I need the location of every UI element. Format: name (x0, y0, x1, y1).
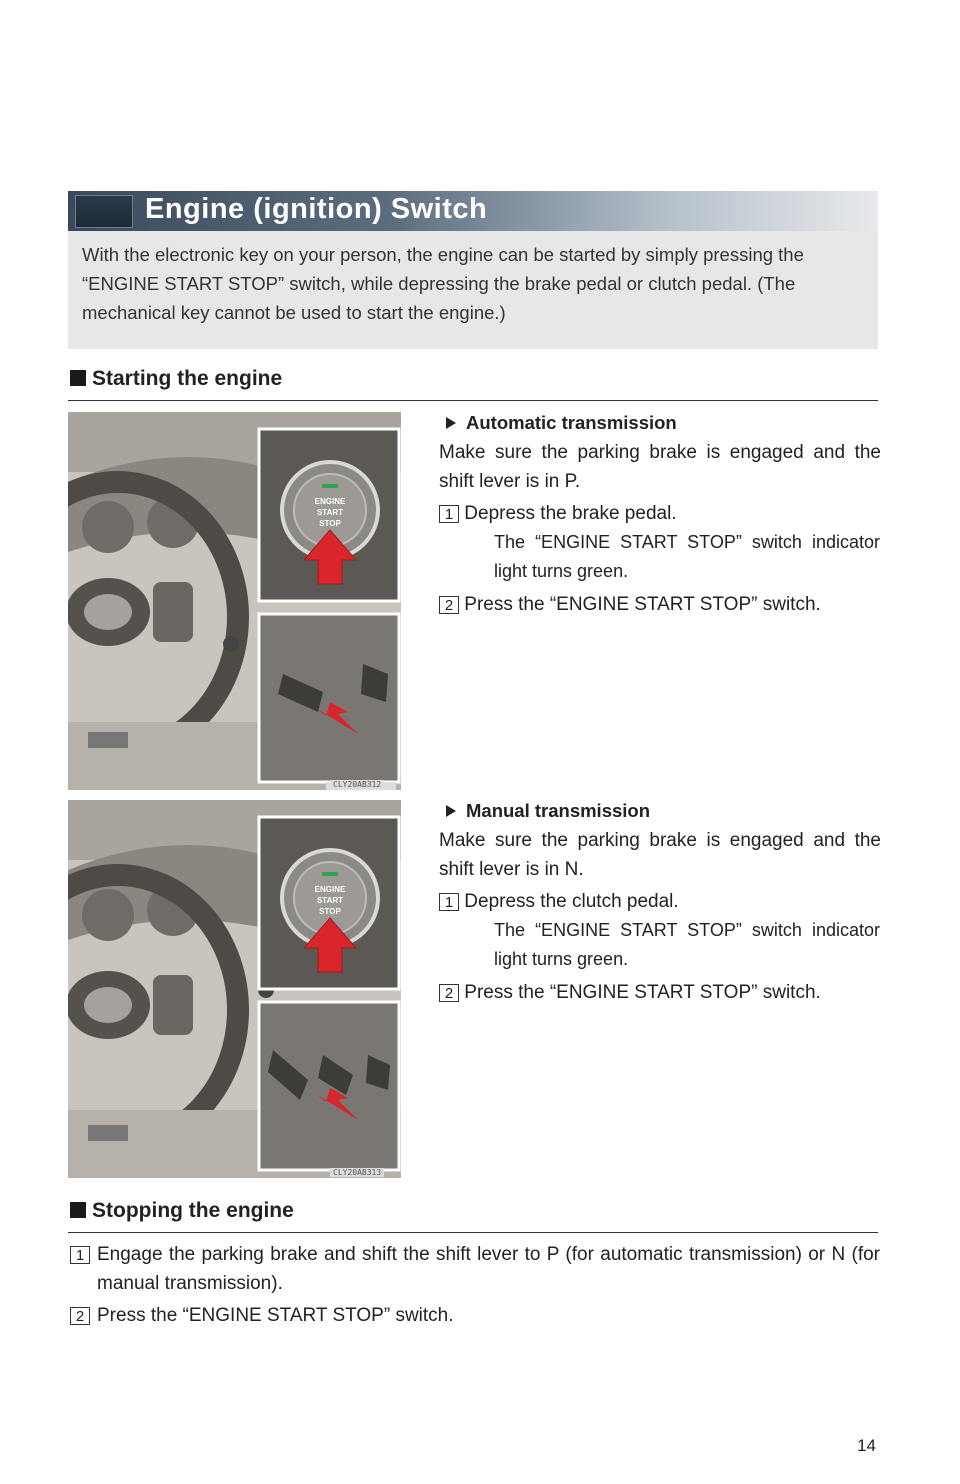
dashboard-steering-illustration (68, 800, 401, 1178)
step-number: 1 (439, 893, 459, 911)
section-rule (68, 1232, 878, 1233)
intro-text: With the electronic key on your person, the engine can be started by simply pressing the “ENGINE START STOP” switch, while depressing the brake pedal or clutch pedal. (The mechanical key cannot be used to start the engine.) (82, 244, 804, 323)
subheading-manual: Manual transmission (440, 800, 650, 822)
manual-intro: Make sure the parking brake is engaged and the shift lever is in N. (439, 830, 881, 880)
section-heading-stopping: Stopping the engine (70, 1199, 294, 1223)
stopping-step-2: Press the “ENGINE START STOP” switch. (97, 1305, 454, 1326)
manual-step-1: 1 Depress the clutch pedal. (439, 887, 679, 916)
automatic-step-2: 2 Press the “ENGINE START STOP” switch. (439, 590, 821, 619)
image-code: CLY20AB312 (330, 780, 384, 789)
step-number: 2 (439, 984, 459, 1002)
svg-text:STOP: STOP (319, 519, 341, 528)
subheading-automatic: Automatic transmission (440, 412, 677, 434)
triangle-bullet-icon (446, 417, 456, 429)
svg-text:ENGINE: ENGINE (314, 497, 346, 506)
page-title: Engine (ignition) Switch (145, 193, 488, 225)
section-heading-starting: Starting the engine (70, 367, 282, 391)
svg-text:START: START (316, 896, 344, 905)
svg-text:START: START (316, 508, 344, 517)
svg-text:ENGINE: ENGINE (314, 885, 346, 894)
title-block-decoration (75, 195, 133, 228)
stopping-step-1: Engage the parking brake and shift the shift lever to P (for automatic transmission) or N (for manual transmission). (97, 1244, 880, 1294)
square-bullet-icon (70, 370, 86, 386)
svg-text:STOP: STOP (319, 907, 341, 916)
automatic-intro: Make sure the parking brake is engaged and the shift lever is in P. (439, 442, 881, 492)
illustration-manual (68, 800, 401, 1178)
triangle-bullet-icon (446, 805, 456, 817)
page-number: 14 (857, 1436, 876, 1455)
step-number: 2 (439, 596, 459, 614)
step-number: 2 (70, 1307, 90, 1325)
dashboard-steering-illustration (68, 412, 401, 790)
automatic-step-1-note: The “ENGINE START STOP” switch indicator light turns green. (494, 532, 880, 581)
section-rule (68, 400, 878, 401)
illustration-automatic (68, 412, 401, 790)
image-code: CLY20AB313 (330, 1168, 384, 1177)
manual-step-1-note: The “ENGINE START STOP” switch indicator light turns green. (494, 920, 880, 969)
square-bullet-icon (70, 1202, 86, 1218)
manual-step-2: 2 Press the “ENGINE START STOP” switch. (439, 978, 821, 1007)
step-number: 1 (70, 1246, 90, 1264)
step-number: 1 (439, 505, 459, 523)
automatic-step-1: 1 Depress the brake pedal. (439, 499, 677, 528)
